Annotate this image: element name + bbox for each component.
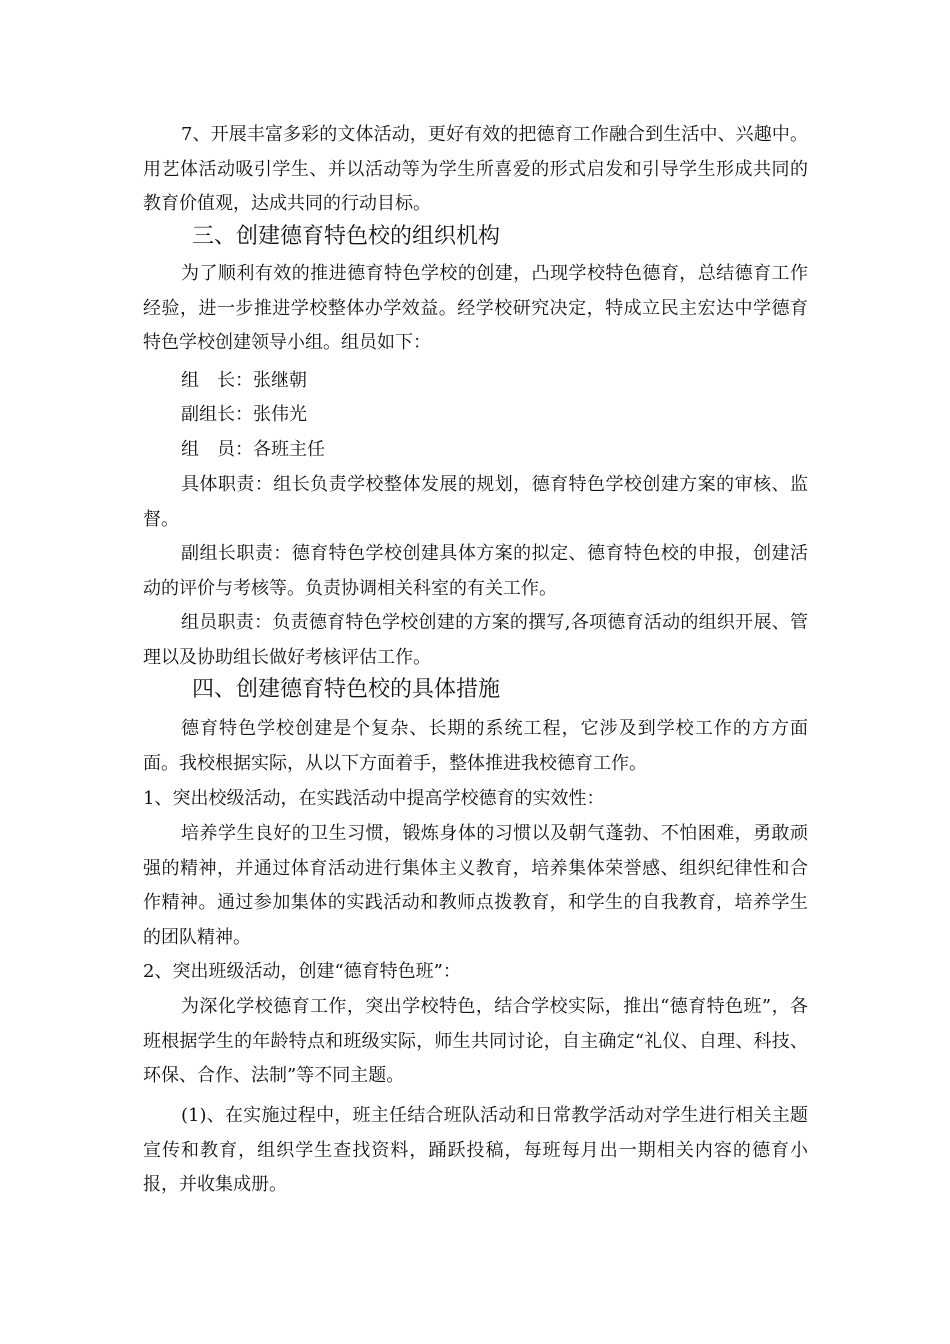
- member-members: 组 员：各班主任: [181, 439, 325, 460]
- paragraph-org-intro: 为了顺利有效的推进德育特色学校的创建，凸现学校特色德育，总结德育工作经验，进一步推进学校整体办学效益。经学校研究决定，特成立民主宏达中学德育特色学校创建领导小组。组员如下：: [143, 263, 808, 353]
- paragraph-item-7: 7、开展丰富多彩的文体活动，更好有效的把德育工作融合到生活中、兴趣中。用艺体活动吸引学生、并以活动等为学生所喜爱的形式启发和引导学生形成共同的教育价值观，达成共同的行动目标。: [143, 124, 808, 214]
- item-2-title: 2、突出班级活动，创建“德育特色班”：: [143, 961, 461, 982]
- item-1-title: 1、突出校级活动，在实践活动中提高学校德育的实效性：: [143, 788, 605, 809]
- paragraph-duty-vice: 副组长职责：德育特色学校创建具体方案的拟定、德育特色校的申报，创建活动的评价与考核等。负责协调相关科室的有关工作。: [143, 543, 808, 599]
- member-vice-leader: 副组长：张伟光: [181, 404, 307, 425]
- paragraph-duty-member: 组员职责：负责德育特色学校创建的方案的撰写,各项德育活动的组织开展、管理以及协助组长做好考核评估工作。: [143, 612, 808, 668]
- item-1-body: 培养学生良好的卫生习惯，锻炼身体的习惯以及朝气蓬勃、不怕困难，勇敢顽强的精神，并通过体育活动进行集体主义教育，培养集体荣誉感、组织纪律性和合作精神。通过参加集体的实践活动和教师点拨教育，和学生的自我教育，培养学生的团队精神。: [143, 823, 808, 948]
- item-2-sub-1: (1)、在实施过程中，班主任结合班队活动和日常教学活动对学生进行相关主题宣传和教育，组织学生查找资料，踊跃投稿，每班每月出一期相关内容的德育小报，并收集成册。: [143, 1105, 808, 1195]
- section-heading-3: 三、创建德育特色校的组织机构: [192, 224, 501, 249]
- member-leader: 组 长：张继朝: [181, 370, 307, 391]
- paragraph-measures-intro: 德育特色学校创建是个复杂、长期的系统工程，它涉及到学校工作的方方面面。我校根据实际，从以下方面着手，整体推进我校德育工作。: [143, 718, 808, 774]
- paragraph-duty-leader: 具体职责：组长负责学校整体发展的规划，德育特色学校创建方案的审核、监督。: [143, 474, 808, 530]
- section-heading-4: 四、创建德育特色校的具体措施: [192, 677, 501, 702]
- item-2-body: 为深化学校德育工作，突出学校特色，结合学校实际，推出“德育特色班”，各班根据学生的年龄特点和班级实际，师生共同讨论，自主确定“礼仪、自理、科技、环保、合作、法制”等不同主题。: [143, 996, 808, 1086]
